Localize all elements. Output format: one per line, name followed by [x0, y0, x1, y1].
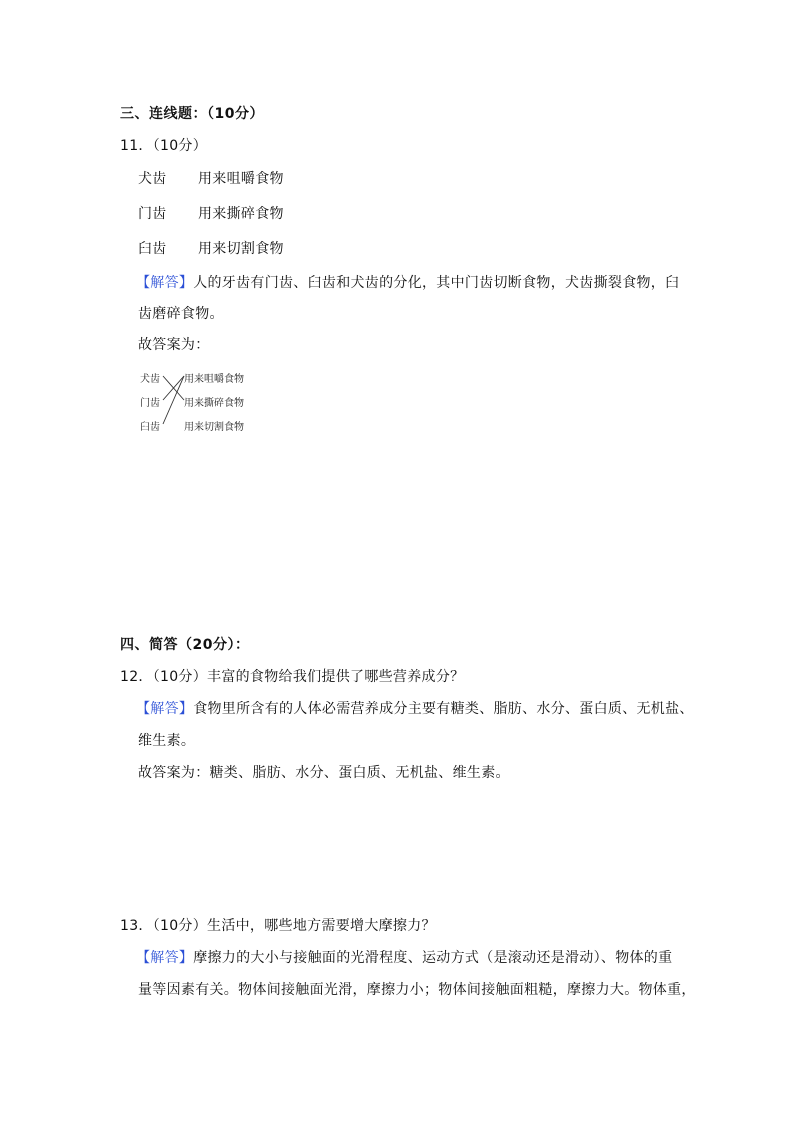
analysis-tag: 【解答】: [136, 950, 194, 966]
diagram-left-2: 门齿: [140, 398, 160, 409]
q11-answer-intro: 故答案为：: [138, 337, 210, 353]
match-right-1: 用来咀嚼食物: [198, 171, 284, 187]
diagram-line-3-1: [163, 376, 184, 424]
q12-answer: 故答案为：糖类、脂肪、水分、蛋白质、无机盐、维生素。: [138, 765, 510, 781]
match-row-2: [138, 203, 284, 223]
match-right-3: 用来切割食物: [198, 241, 284, 257]
match-left-1: 犬齿: [138, 171, 167, 187]
analysis-tag: 【解答】: [136, 275, 194, 291]
diagram-right-3: 用来切割食物: [184, 422, 244, 433]
section-heading-matching: 三、连线题：（10分）: [120, 106, 264, 122]
match-right-2: 用来撕碎食物: [198, 206, 284, 222]
q11-analysis-line1: [136, 272, 679, 292]
q13-analysis-line1: [136, 947, 672, 967]
q11-analysis-text1: 人的牙齿有门齿、臼齿和犬齿的分化，其中门齿切断食物，犬齿撕裂食物，臼: [193, 275, 680, 291]
diagram-lines: [138, 364, 278, 434]
q13-analysis-line2: 量等因素有关。物体间接触面光滑，摩擦力小；物体间接触面粗糙，摩擦力大。物体重，: [138, 982, 696, 998]
question-12: 12．（10分）丰富的食物给我们提供了哪些营养成分？: [120, 669, 465, 685]
match-left-3: 臼齿: [138, 241, 167, 257]
analysis-tag: 【解答】: [136, 701, 194, 717]
diagram-right-2: 用来撕碎食物: [184, 398, 244, 409]
section-heading-short-answer: 四、简答（20分）：: [120, 637, 250, 653]
match-row-3: [138, 238, 284, 258]
q13-analysis-text1: 摩擦力的大小与接触面的光滑程度、运动方式（是滚动还是滑动）、物体的重: [193, 950, 673, 966]
q11-analysis-line2: 齿磨碎食物。: [138, 306, 224, 322]
question-13: 13．（10分）生活中，哪些地方需要增大摩擦力？: [120, 918, 436, 934]
matching-answer-diagram: [138, 364, 278, 434]
match-row-1: [138, 168, 284, 188]
question-11-number: 11．（10分）: [120, 138, 208, 154]
diagram-right-1: 用来咀嚼食物: [184, 374, 244, 385]
q12-analysis-text1: 食物里所含有的人体必需营养成分主要有糖类、脂肪、水分、蛋白质、无机盐、: [193, 701, 694, 717]
match-left-2: 门齿: [138, 206, 167, 222]
diagram-left-1: 犬齿: [140, 374, 160, 385]
diagram-left-3: 臼齿: [140, 422, 160, 433]
q12-analysis-line2: 维生素。: [138, 733, 196, 749]
q12-analysis-line1: [136, 698, 694, 718]
